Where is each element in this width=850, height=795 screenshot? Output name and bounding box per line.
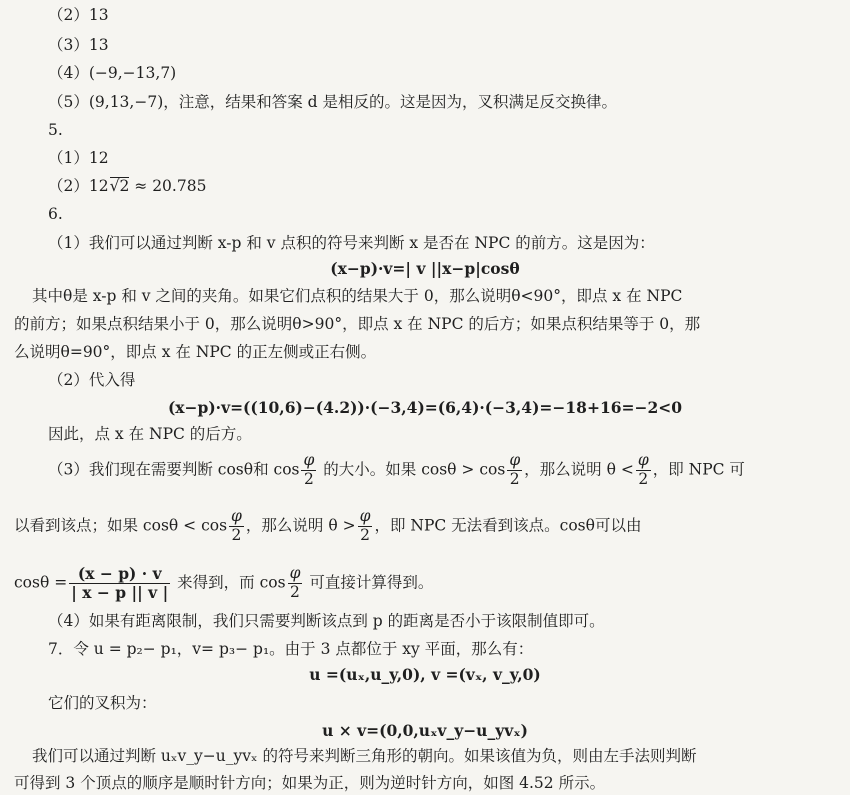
cos-theta-denominator: | x − p || v |: [71, 582, 169, 602]
answer-5-2: [48, 175, 206, 197]
fraction-denominator: 2: [360, 525, 370, 544]
fraction-denominator: 2: [509, 469, 520, 488]
answer-6-3-text-c: ，那么说明 θ <: [524, 460, 634, 479]
answer-4-2: （2）13: [48, 6, 109, 24]
fraction-numerator: φ: [637, 451, 649, 469]
answer-6-3-text-i: 可直接计算得到。: [304, 573, 434, 592]
fraction-phi-over-2: [229, 508, 244, 545]
fraction-denominator: 2: [290, 582, 300, 601]
fraction-phi-over-2: [288, 565, 303, 602]
conclusion-line: 因此，点 x 在 NPC 的后方。: [48, 425, 252, 443]
answer-5-2-prefix: （2）12: [48, 177, 109, 195]
dot-product-formula: (x−p)·v=| v ||x−p|cosθ: [330, 259, 520, 278]
explanation-line-1: 其中θ是 x-p 和 v 之间的夹角。如果它们点积的结果大于 0，那么说明θ<90°，即点 x 在 NPC: [32, 287, 683, 305]
fraction-phi-over-2: [301, 452, 316, 489]
fraction-denominator: 2: [638, 469, 649, 488]
section-6-heading: 6.: [48, 205, 63, 223]
orientation-line-1: 我们可以通过判断 uₓv_y−u_yvₓ 的符号来判断三角形的朝向。如果该值为负，则由左手法则判断: [32, 747, 697, 765]
explanation-line-2: 的前方；如果点积结果小于 0，那么说明θ>90°，即点 x 在 NPC 的后方；如果点积结果等于 0，那: [14, 315, 701, 333]
answer-4-3: （3）13: [48, 36, 109, 54]
cross-product-formula: u × v=(0,0,uₓv_y−u_yvₓ): [322, 721, 528, 740]
sqrt-radicand: 2: [119, 177, 130, 195]
answer-6-1: （1）我们可以通过判断 x-p 和 v 点积的符号来判断 x 是否在 NPC 的前方。这是因为：: [48, 234, 655, 252]
answer-6-3-text-a: （3）我们现在需要判断 cosθ和 cos: [48, 460, 300, 479]
answer-6-3-text-g: ，即 NPC 无法看到该点。cosθ可以由: [374, 516, 642, 535]
vectors-formula: u =(uₓ,u_y,0), v =(vₓ, v_y,0): [309, 665, 541, 684]
fraction-phi-over-2: [507, 452, 522, 489]
answer-6-3-line-1: [48, 452, 745, 489]
fraction-numerator: φ: [359, 507, 371, 525]
fraction-numerator: φ: [509, 451, 521, 469]
answer-6-3-text-h: 来得到，而 cos: [172, 573, 286, 592]
sqrt-symbol: √2: [109, 177, 130, 195]
cos-theta-fraction: [69, 565, 170, 602]
answer-6-3-text-b: 的大小。如果 cosθ > cos: [318, 460, 506, 479]
answer-6-3-text-e: 以看到该点；如果 cosθ < cos: [14, 516, 228, 535]
fraction-phi-over-2: [636, 452, 651, 489]
cross-product-intro: 它们的叉积为：: [48, 694, 157, 712]
answer-4-5: （5）(9,13,−7)，注意，结果和答案 d 是相反的。这是因为，叉积满足反交换律。: [48, 93, 618, 111]
orientation-line-2: 可得到 3 个顶点的顺序是顺时针方向；如果为正，则为逆时针方向，如图 4.52 所示。: [14, 774, 606, 792]
answer-6-3-line-2: [14, 508, 641, 545]
answer-6-4: （4）如果有距离限制，我们只需要判断该点到 p 的距离是否小于该限制值即可。: [48, 612, 605, 630]
fraction-numerator: φ: [231, 507, 242, 525]
cos-theta-numerator: (x − p) · v: [69, 565, 170, 584]
answer-6-3-line-3: [14, 565, 433, 602]
fraction-numerator: φ: [289, 564, 301, 582]
section-7-intro: 7．令 u = p₂− p₁，v= p₃− p₁。由于 3 点都位于 xy 平面，那么有：: [48, 640, 534, 658]
answer-6-3-text-d: ，即 NPC 可: [652, 460, 745, 479]
fraction-numerator: φ: [303, 451, 315, 469]
explanation-line-3: 么说明θ=90°，即点 x 在 NPC 的正左侧或正右侧。: [14, 343, 377, 361]
substitution-formula: (x−p)·v=((10,6)−(4.2))·(−3,4)=(6,4)·(−3,4)=−18+16=−2<0: [167, 398, 683, 417]
answer-6-3-text-f: ，那么说明 θ >: [245, 516, 356, 535]
answer-6-2: （2）代入得: [48, 371, 136, 389]
answer-4-4: （4）(−9,−13,7): [48, 64, 177, 82]
answer-5-2-approx: ≈ 20.785: [129, 177, 207, 195]
section-5-heading: 5.: [48, 121, 63, 139]
fraction-denominator: 2: [231, 525, 242, 544]
fraction-phi-over-2: [358, 508, 373, 545]
answer-5-1: （1）12: [48, 149, 109, 167]
fraction-denominator: 2: [303, 469, 314, 488]
cos-theta-label: cosθ =: [14, 573, 68, 592]
